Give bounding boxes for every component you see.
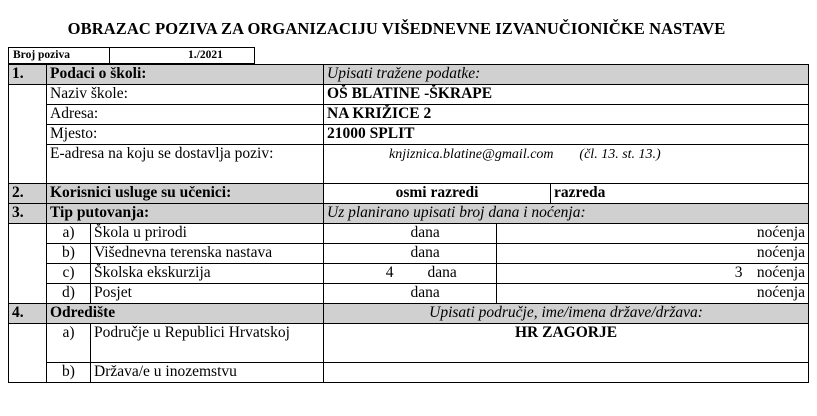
s3a-label: Škola u prirodi xyxy=(91,224,324,244)
s3d-nocenja: noćenja xyxy=(749,284,809,304)
s3a-nocenja: noćenja xyxy=(749,224,809,244)
section-3-label xyxy=(47,204,324,224)
s3a-nocenja-num[interactable] xyxy=(497,224,749,244)
section-4-number: 4. xyxy=(9,304,47,324)
s3b-label: Višednevna terenska nastava xyxy=(91,244,324,264)
s3a-letter: a) xyxy=(47,224,91,244)
broj-poziva-value: 1./2021 xyxy=(188,49,223,61)
section-4-label: Odredište xyxy=(47,304,324,324)
s4a-row xyxy=(9,324,809,363)
adresa-label: Adresa: xyxy=(47,105,324,125)
section-4-hint: Upisati područje, ime/imena države/država: xyxy=(324,304,809,324)
form-table xyxy=(8,64,809,383)
s3c-row xyxy=(9,264,809,284)
section-1-label: Podaci o školi: xyxy=(47,65,324,85)
s3c-nocenja-num[interactable]: 3 xyxy=(497,264,749,284)
s4a-value[interactable]: HR ZAGORJE xyxy=(324,324,809,363)
mjesto-row xyxy=(9,125,809,145)
s4b-row xyxy=(9,363,809,383)
adresa-value[interactable]: NA KRIŽICE 2 xyxy=(324,105,809,125)
section-1-number: 1. xyxy=(9,65,47,85)
section-2-label: Korisnici usluge su učenici: xyxy=(47,184,324,204)
broj-poziva-box xyxy=(8,47,255,64)
section-3-label-text: Tip putovanja: xyxy=(50,204,150,221)
s3d-nocenja-num[interactable] xyxy=(497,284,749,304)
email-note: (čl. 13. st. 13.) xyxy=(579,147,661,162)
naziv-row xyxy=(9,85,809,105)
form-title: OBRAZAC POZIVA ZA ORGANIZACIJU VIŠEDNEVNE IZVANUČIONIČKE NASTAVE xyxy=(67,19,726,38)
s4b-letter: b) xyxy=(47,363,91,383)
s3d-dana-num[interactable] xyxy=(324,284,408,304)
s3b-letter: b) xyxy=(47,244,91,264)
email-row xyxy=(9,145,809,184)
naziv-label: Naziv škole: xyxy=(47,85,324,105)
s3c-letter: c) xyxy=(47,264,91,284)
s3d-letter: d) xyxy=(47,284,91,304)
adresa-row xyxy=(9,105,809,125)
s3d-label: Posjet xyxy=(91,284,324,304)
s3a-dana: dana xyxy=(408,224,497,244)
s3c-nocenja: noćenja xyxy=(749,264,809,284)
section-1-row xyxy=(9,65,809,85)
s3b-row xyxy=(9,244,809,264)
section-2-number: 2. xyxy=(9,184,47,204)
section-3-hint: Uz planirano upisati broj dana i noćenja: xyxy=(324,204,809,224)
s3b-dana-num[interactable] xyxy=(324,244,408,264)
s4a-label: Područje u Republici Hrvatskoj xyxy=(91,324,324,363)
s3a-dana-num[interactable] xyxy=(324,224,408,244)
section-1-hint: Upisati tražene podatke: xyxy=(324,65,809,85)
s3b-nocenja-num[interactable] xyxy=(497,244,749,264)
s3d-dana: dana xyxy=(408,284,497,304)
mjesto-label: Mjesto: xyxy=(47,125,324,145)
s4a-letter: a) xyxy=(47,324,91,363)
email-value[interactable]: knjiznica.blatine@gmail.com xyxy=(389,147,554,162)
mjesto-value[interactable]: 21000 SPLIT xyxy=(324,125,809,145)
s4b-value[interactable] xyxy=(324,363,809,383)
s4b-label: Država/e u inozemstvu xyxy=(91,363,324,383)
s3c-label: Školska ekskurzija xyxy=(91,264,324,284)
s3c-dana-num[interactable]: 4 xyxy=(324,264,408,284)
email-label: E-adresa na koju se dostavlja poziv: xyxy=(47,145,324,184)
s3b-nocenja: noćenja xyxy=(749,244,809,264)
s3b-dana: dana xyxy=(408,244,497,264)
section-2-suffix: razreda xyxy=(551,184,809,204)
section-4-row xyxy=(9,304,809,324)
section-2-row xyxy=(9,184,809,204)
broj-poziva-label: Broj poziva xyxy=(9,48,110,63)
s3d-row xyxy=(9,284,809,304)
section-3-number: 3. xyxy=(9,204,47,224)
section-3-row xyxy=(9,204,809,224)
s3a-row xyxy=(9,224,809,244)
naziv-value[interactable]: OŠ BLATINE -ŠKRAPE xyxy=(324,85,809,105)
s3c-dana: dana xyxy=(408,264,497,284)
section-2-value[interactable]: osmi razredi xyxy=(324,184,551,204)
